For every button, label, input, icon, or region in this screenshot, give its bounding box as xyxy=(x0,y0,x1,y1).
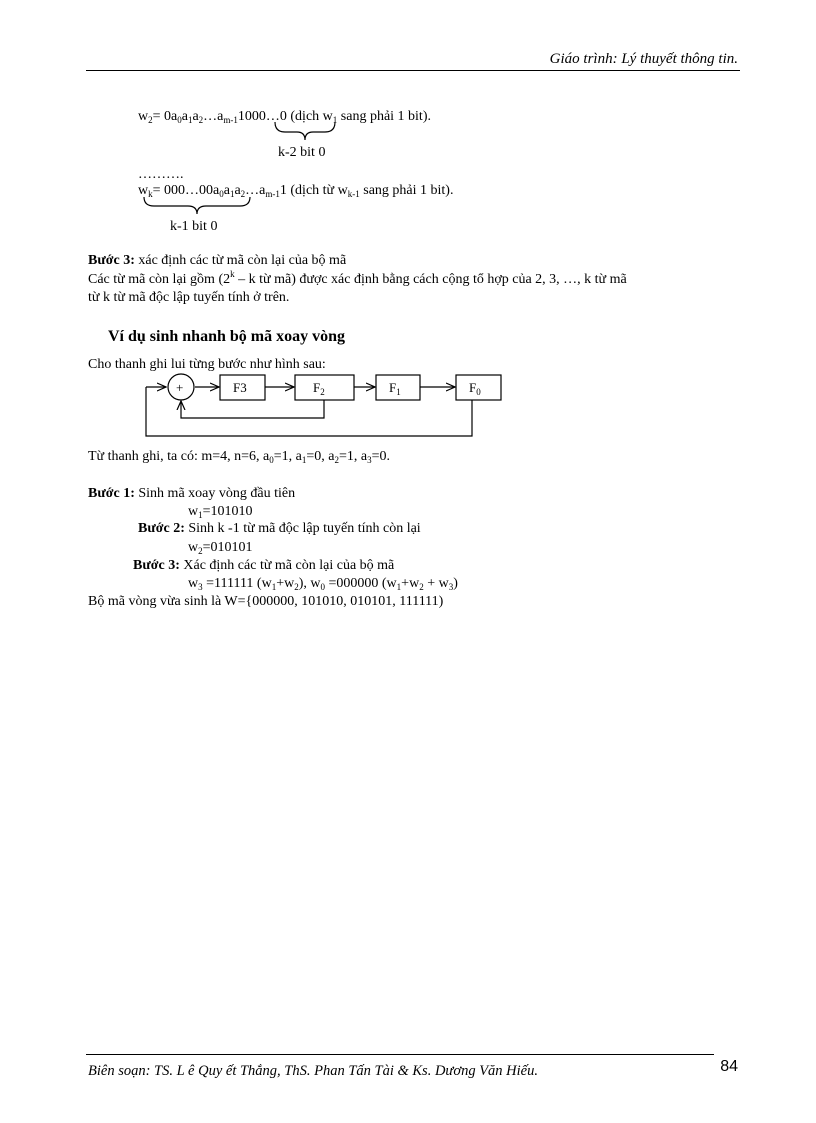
example-w1: $w_1=101010$ xyxy=(188,504,253,520)
tap-line xyxy=(181,400,324,418)
adder-symbol: + xyxy=(176,380,184,395)
example-conclusion: Bộ mã vòng vừa sinh là W={000000, 101010, 010101, 111111) xyxy=(88,594,444,609)
ellipsis-line: ………. xyxy=(138,167,184,182)
footer-rule xyxy=(86,1054,714,1055)
example-w3: $w_3 =111111$ $(w_1+w_2)$, $w_0 =000000$ $(w_1+w_2 + w_3)$ xyxy=(188,576,458,592)
step3-general-desc-2: từ k từ mã độc lập tuyến tính ở trên. xyxy=(88,290,290,305)
example-intro: Cho thanh ghi lui từng bước như hình sau: xyxy=(88,357,326,372)
register-params: Từ thanh ghi, ta có: m=4, n=6, $a_0=1$, $a_1=0$, $a_2=1$, $a_3=0$. xyxy=(88,449,390,465)
step3-general-desc: Các từ mã còn lại gồm (2$^k$ – k từ mã) được xác định bằng cách cộng tổ hợp của 2, 3, …, k từ mã xyxy=(88,269,627,287)
header-title: Giáo trình: Lý thuyết thông tin. xyxy=(549,51,738,67)
example-step2: Bước 2: Sinh k -1 từ mã độc lập tuyến tính còn lại xyxy=(138,521,421,536)
cell-f0-label: $F_0$ xyxy=(469,380,481,397)
example-heading: Ví dụ sinh nhanh bộ mã xoay vòng xyxy=(108,328,345,345)
cell-f3-label: F3 xyxy=(233,380,247,395)
example-step1: Bước 1: Sinh mã xoay vòng đầu tiên xyxy=(88,486,296,501)
wk-line: $w_k=$ $000\dots 00a_0a_1a_2\dots a_{m-1}1$ (dịch từ $w_{k-1}$ sang phải 1 bit). xyxy=(138,183,454,199)
footer-credit: Biên soạn: TS. L ê Quy ết Thắng, ThS. Phan Tấn Tài & Ks. Dương Văn Hiếu. xyxy=(88,1063,538,1079)
page-number: 84 xyxy=(720,1058,738,1075)
w2-brace-label: k-2 bit 0 xyxy=(278,145,326,160)
cell-f2-label: $F_2$ xyxy=(313,380,325,397)
w2-line: $w_2=$ $0a_0a_1a_2\dots a_{m-1}1000\dots 0$ (dịch $w_1$ sang phải 1 bit). xyxy=(138,109,431,125)
wk-brace-label: k-1 bit 0 xyxy=(170,219,218,234)
cell-f1-label: $F_1$ xyxy=(389,380,401,397)
example-step3: Bước 3: Xác định các từ mã còn lại của bộ mã xyxy=(133,558,395,573)
step3-general-line: Bước 3: xác định các từ mã còn lại của bộ mã xyxy=(88,253,347,268)
example-w2: $w_2=010101$ xyxy=(188,540,253,556)
